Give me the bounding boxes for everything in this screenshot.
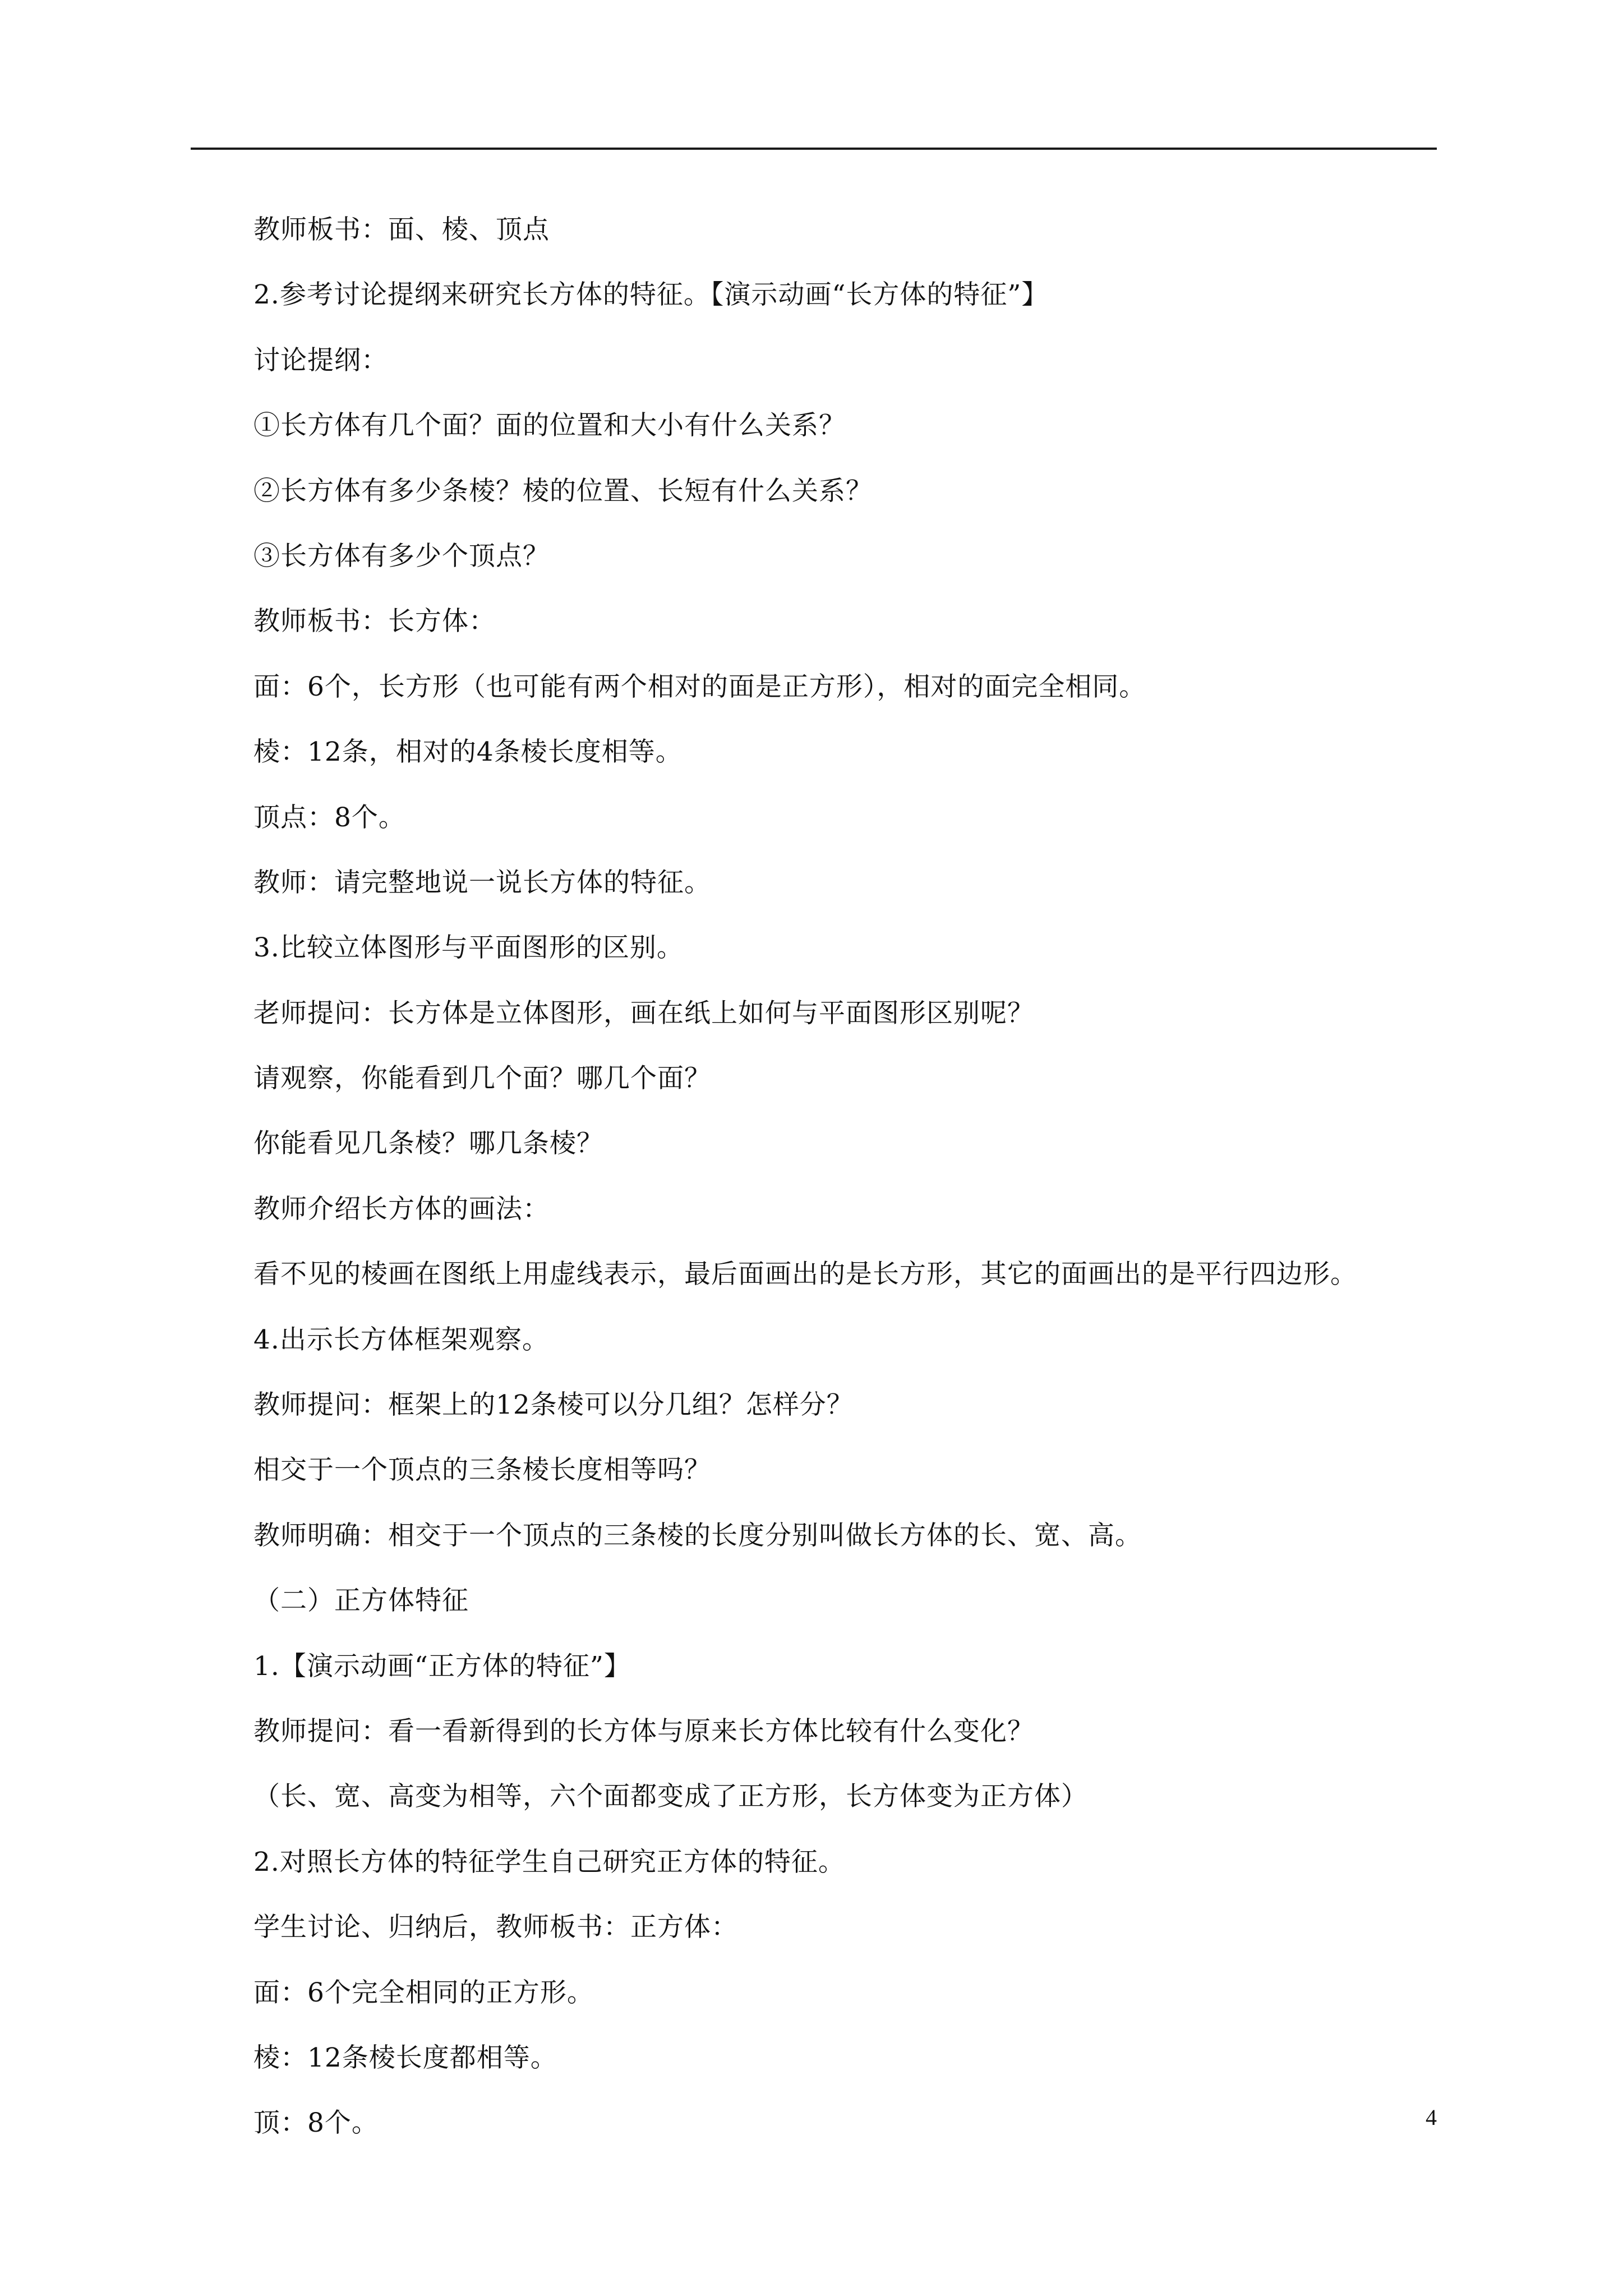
text-line: 教师提问：看一看新得到的长方体与原来长方体比较有什么变化？: [253, 1715, 1034, 1747]
text-line: 教师板书：长方体：: [253, 606, 496, 637]
header-rule: [191, 148, 1437, 150]
text-line: 学生讨论、归纳后，教师板书：正方体：: [253, 1912, 738, 1943]
text-line: ②长方体有多少条棱？棱的位置、长短有什么关系？: [253, 475, 873, 507]
text-line: 教师明确：相交于一个顶点的三条棱的长度分别叫做长方体的长、宽、高。: [253, 1520, 1142, 1551]
text-line: 教师：请完整地说一说长方体的特征。: [253, 867, 711, 898]
text-line: ③长方体有多少个顶点？: [253, 540, 550, 572]
text-line: 面：6​个完全相同的正方形。: [253, 1977, 594, 2008]
text-line: 棱：12​条，相对的​4​条棱长度相等。: [253, 737, 683, 768]
text-line: 2.​参考讨论提纲来研究长方体的特征。【演示动画“长方体的特征”】: [253, 279, 1049, 311]
text-line: 面：6​个，长方形（也可能有两个相对的面是正方形），相对的面完全相同。: [253, 671, 1146, 702]
text-line: 你能看见几条棱？哪几条棱？: [253, 1128, 603, 1159]
text-line: ①长方体有几个面？面的位置和大小有什么关系？: [253, 410, 846, 441]
text-line: 老师提问：长方体是立体图形，画在纸上如何与平面图形区别呢？: [253, 997, 1034, 1029]
section-heading: （二）正方体特征: [253, 1585, 469, 1617]
text-line: 2.​对照长方体的特征学生自己研究正方体的特征。: [253, 1846, 845, 1878]
text-line: 1.​【演示动画“正方体的特征”】: [253, 1650, 631, 1682]
text-line: 教师板书：面、棱、顶点: [253, 214, 550, 245]
text-line: 棱：12​条棱长度都相等。: [253, 2042, 557, 2073]
text-line: 4.​出示长方体框架观察。: [253, 1324, 549, 1355]
page-number: 4: [1426, 2105, 1437, 2130]
text-line: 教师介绍长方体的画法：: [253, 1193, 550, 1225]
text-line: （长、宽、高变为相等，六个面都变成了正方形，长方体变为正方体）: [253, 1781, 1088, 1812]
text-line: 顶点：8​个。: [253, 802, 405, 833]
text-line: 3.​比较立体图形与平面图形的区别。: [253, 932, 684, 964]
text-line: 教师提问：框架上的​12​条棱可以分几组？怎样分？: [253, 1389, 854, 1421]
text-line: 请观察，你能看到几个面？哪几个面？: [253, 1063, 711, 1094]
document-body: [253, 202, 1459, 2161]
text-line: 讨论提纲：: [253, 344, 388, 376]
text-line: 相交于一个顶点的三条棱长度相等吗？: [253, 1455, 711, 1486]
text-line: 看不见的棱画在图纸上用虚线表示，最后面画出的是长方形，其它的面画出的是平行四边形。: [253, 1259, 1357, 1290]
text-line: 顶：8​个。: [253, 2108, 379, 2139]
